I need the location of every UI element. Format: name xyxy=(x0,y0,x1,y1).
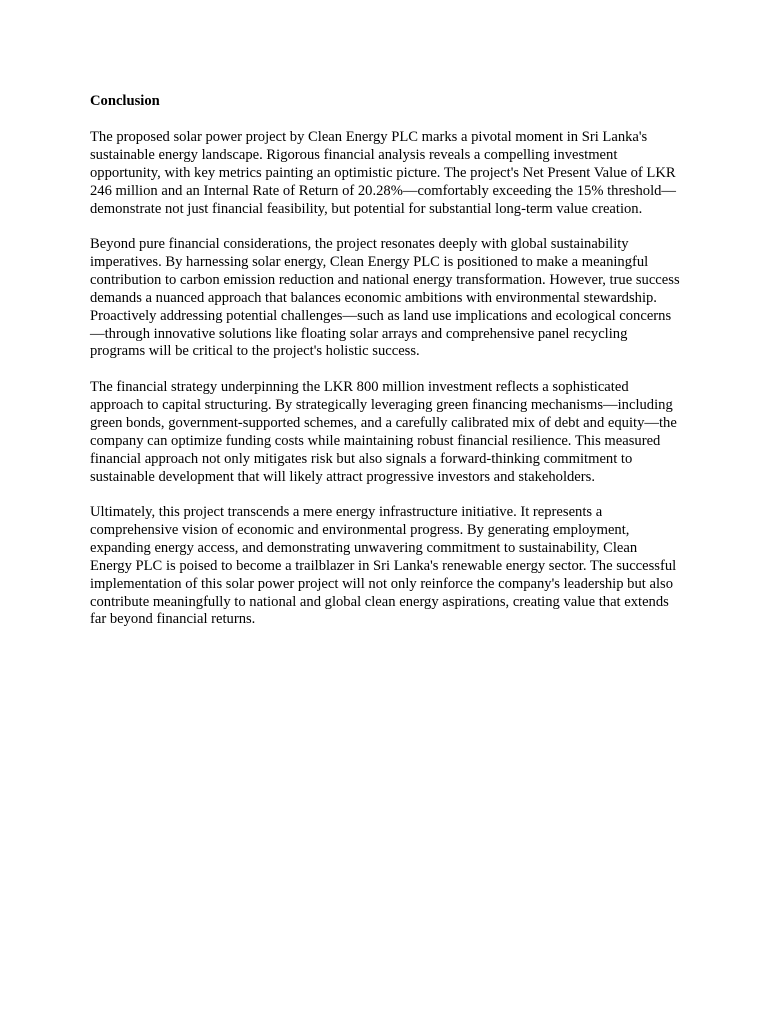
section-heading: Conclusion xyxy=(90,93,160,109)
paragraph-financial-summary: The proposed solar power project by Clean Energy PLC marks a pivotal moment in Sri Lanka's sustainable energy landscape. Rigorous financial analysis reveals a compelling investment opportunity, with key metrics painting an optimistic picture. The project's Net Present Value of LKR 246 million and an Internal Rate of Return of 20.28%—comfortably exceeding the 15% threshold—demonstrate not just financial feasibility, but potential for substantial long-term value creation. xyxy=(90,128,677,217)
paragraph-sustainability: Beyond pure financial considerations, the project resonates deeply with global sustainability imperatives. By harnessing solar energy, Clean Energy PLC is positioned to make a meaningful contribution to carbon emission reduction and national energy transformation. However, true success demands a nuanced approach that balances economic ambitions with environmental stewardship. Proactively addressing potential challenges—such as land use implications and ecological concerns—through innovative solutions like floating solar arrays and comprehensive panel recycling programs will be critical to the project's holistic success. xyxy=(90,236,680,360)
paragraph-financial-strategy: The financial strategy underpinning the LKR 800 million investment reflects a sophisticated approach to capital structuring. By strategically leveraging green financing mechanisms—including green bonds, government-supported schemes, and a carefully calibrated mix of debt and equity—the company can optimize funding costs while maintaining robust financial resilience. This measured financial approach not only mitigates risk but also signals a forward-thinking commitment to sustainable development that will likely attract progressive investors and stakeholders. xyxy=(90,378,677,485)
document-body xyxy=(90,93,682,647)
paragraph-final-remarks: Ultimately, this project transcends a mere energy infrastructure initiative. It represents a comprehensive vision of economic and environmental progress. By generating employment, expanding energy access, and demonstrating unwavering commitment to sustainability, Clean Energy PLC is poised to become a trailblazer in Sri Lanka's renewable energy sector. The successful implementation of this solar power project will not only reinforce the company's leadership but also contribute meaningfully to national and global clean energy aspirations, creating value that extends far beyond financial returns. xyxy=(90,504,677,628)
